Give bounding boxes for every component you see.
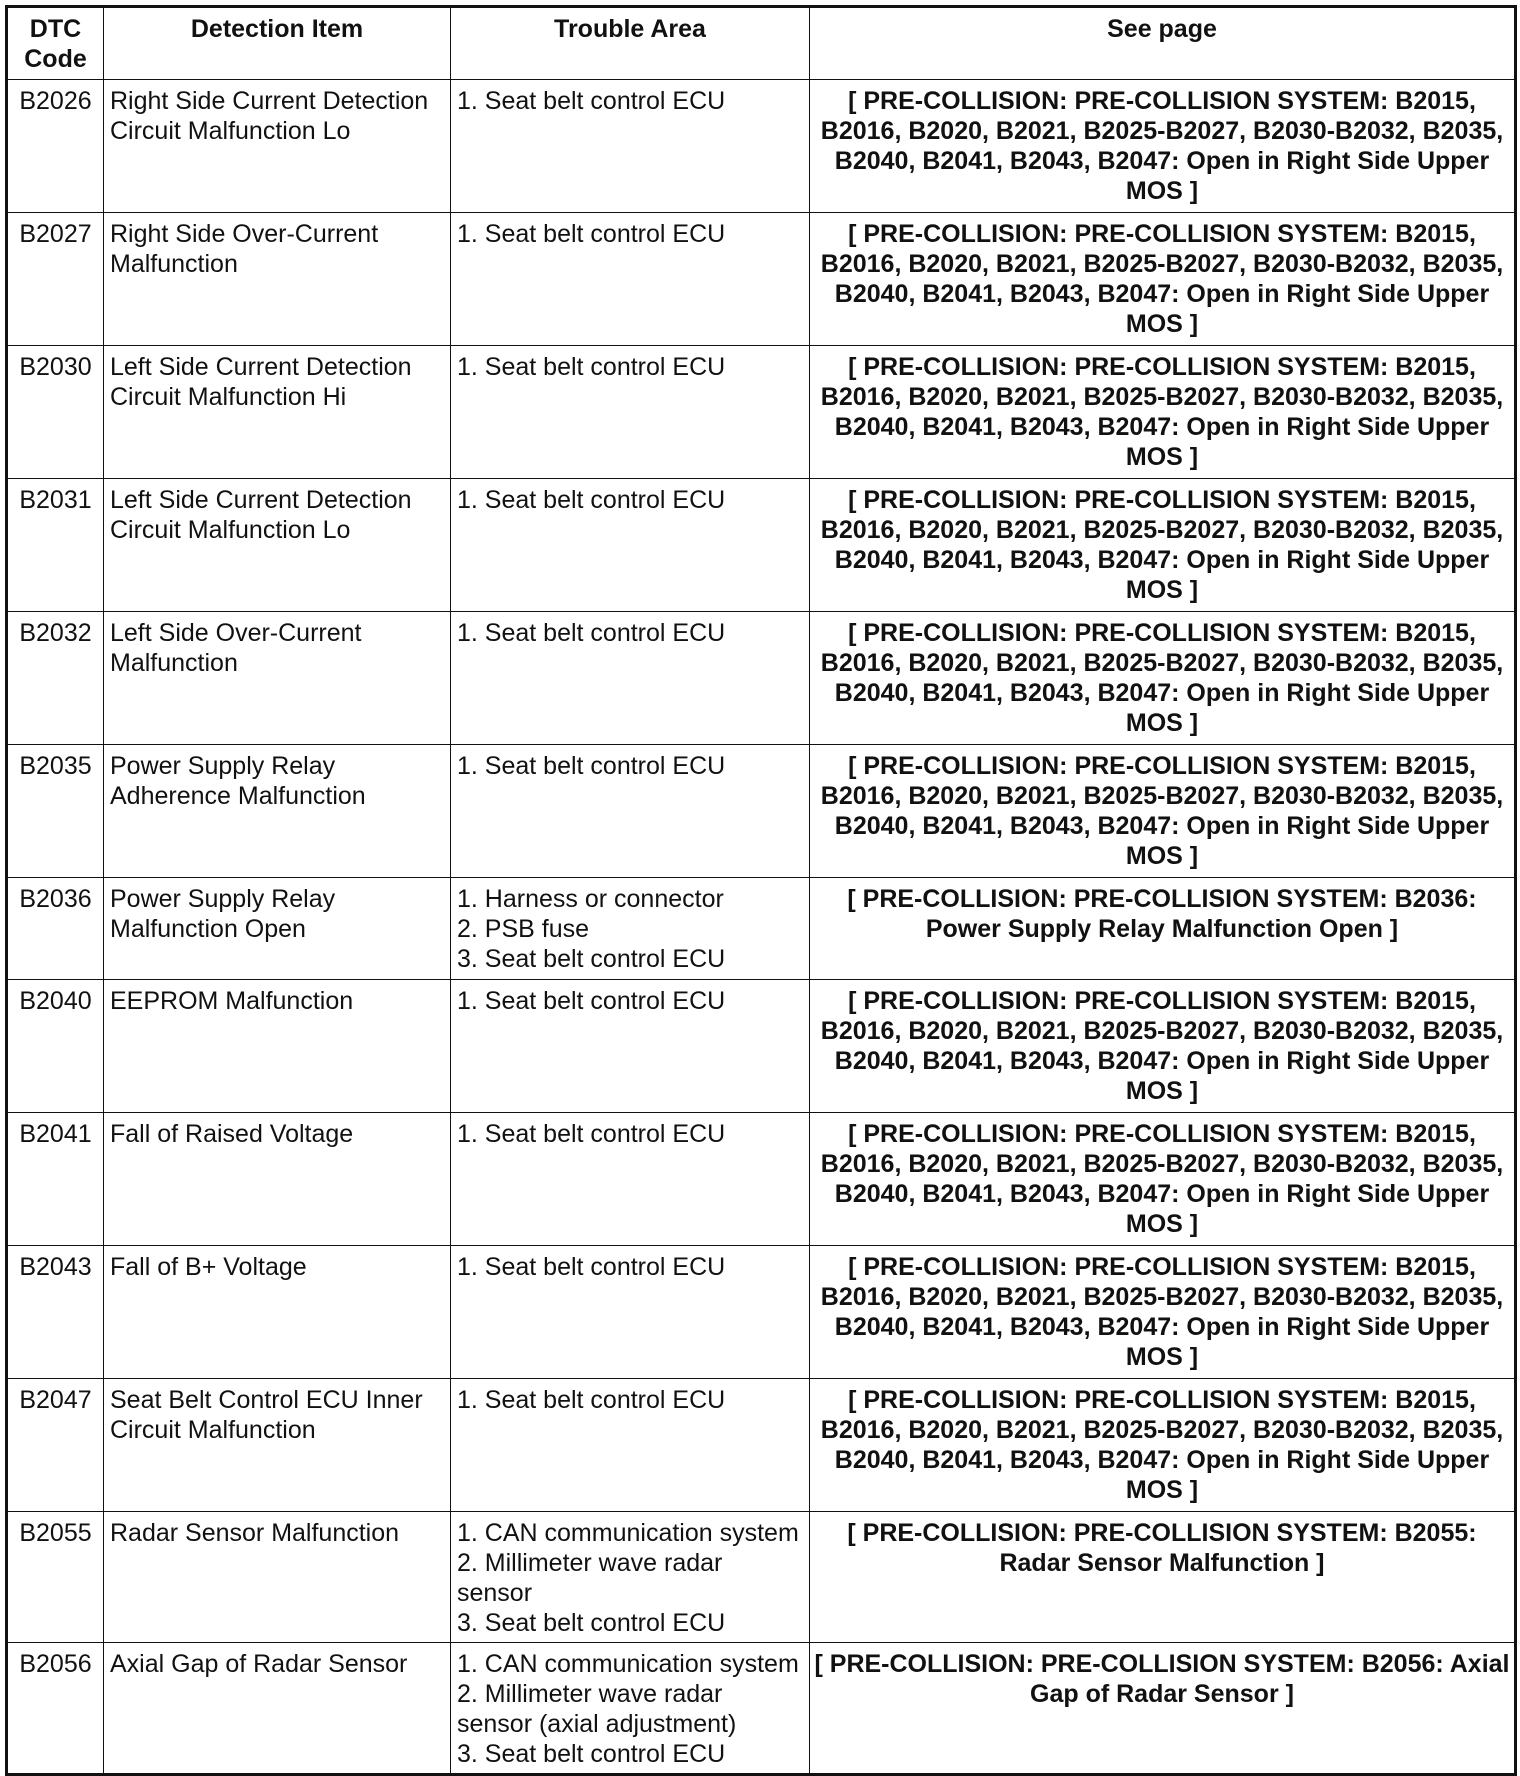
dtc-code-cell: B2056: [7, 1643, 104, 1775]
header-row: [7, 7, 1516, 80]
table-row: [7, 612, 1516, 745]
detection-item-cell: Left Side Current Detection Circuit Malfunction Hi: [104, 346, 451, 479]
dtc-code-cell: B2027: [7, 213, 104, 346]
detection-item-cell: Fall of B+ Voltage: [104, 1246, 451, 1379]
trouble-area-item: 1. CAN communication system: [457, 1650, 799, 1678]
detection-item-cell: Power Supply Relay Adherence Malfunction: [104, 745, 451, 878]
table-row: [7, 346, 1516, 479]
trouble-area-item: 2. Millimeter wave radar sensor: [457, 1549, 723, 1607]
header-detection-item: Detection Item: [104, 7, 451, 80]
trouble-area-item: 1. Seat belt control ECU: [457, 486, 726, 514]
see-page-link[interactable]: [ PRE-COLLISION: PRE-COLLISION SYSTEM: B2056: Axial Gap of Radar Sensor ]: [810, 1643, 1516, 1775]
trouble-area-item: 1. Seat belt control ECU: [457, 987, 726, 1015]
trouble-area-item: 1. Seat belt control ECU: [457, 87, 726, 115]
header-see-page: See page: [810, 7, 1516, 80]
trouble-area-item: 1. Seat belt control ECU: [457, 220, 726, 248]
trouble-area-cell: [451, 612, 810, 745]
trouble-area-cell: [451, 745, 810, 878]
trouble-area-cell: [451, 346, 810, 479]
dtc-code-cell: B2026: [7, 80, 104, 213]
table-row: [7, 1113, 1516, 1246]
dtc-code-cell: B2040: [7, 980, 104, 1113]
detection-item-cell: Left Side Current Detection Circuit Malfunction Lo: [104, 479, 451, 612]
see-page-link[interactable]: [ PRE-COLLISION: PRE-COLLISION SYSTEM: B2015, B2016, B2020, B2021, B2025-B2027, B2030-B2032, B2035, B2040, B2041, B2043, B2047: Open in Right Side Upper MOS ]: [810, 1113, 1516, 1246]
detection-item-cell: Fall of Raised Voltage: [104, 1113, 451, 1246]
trouble-area-cell: [451, 1246, 810, 1379]
table-row: [7, 80, 1516, 213]
trouble-area-cell: [451, 1379, 810, 1512]
trouble-area-cell: [451, 1643, 810, 1775]
detection-item-cell: Right Side Over-Current Malfunction: [104, 213, 451, 346]
trouble-area-item: 1. Seat belt control ECU: [457, 1120, 726, 1148]
trouble-area-cell: [451, 1113, 810, 1246]
trouble-area-cell: [451, 213, 810, 346]
see-page-link[interactable]: [ PRE-COLLISION: PRE-COLLISION SYSTEM: B2015, B2016, B2020, B2021, B2025-B2027, B2030-B2032, B2035, B2040, B2041, B2043, B2047: Open in Right Side Upper MOS ]: [810, 1379, 1516, 1512]
dtc-code-cell: B2035: [7, 745, 104, 878]
trouble-area-item: 3. Seat belt control ECU: [457, 945, 726, 973]
trouble-area-item: 1. Seat belt control ECU: [457, 353, 726, 381]
table-row: [7, 1379, 1516, 1512]
trouble-area-cell: [451, 980, 810, 1113]
header-dtc-code-line: DTC: [29, 15, 82, 43]
trouble-area-cell: [451, 1512, 810, 1643]
detection-item-cell: Power Supply Relay Malfunction Open: [104, 878, 451, 980]
see-page-link[interactable]: [ PRE-COLLISION: PRE-COLLISION SYSTEM: B2015, B2016, B2020, B2021, B2025-B2027, B2030-B2032, B2035, B2040, B2041, B2043, B2047: Open in Right Side Upper MOS ]: [810, 346, 1516, 479]
dtc-code-cell: B2047: [7, 1379, 104, 1512]
dtc-code-cell: B2043: [7, 1246, 104, 1379]
see-page-link[interactable]: [ PRE-COLLISION: PRE-COLLISION SYSTEM: B2015, B2016, B2020, B2021, B2025-B2027, B2030-B2032, B2035, B2040, B2041, B2043, B2047: Open in Right Side Upper MOS ]: [810, 980, 1516, 1113]
see-page-link[interactable]: [ PRE-COLLISION: PRE-COLLISION SYSTEM: B2036: Power Supply Relay Malfunction Open ]: [810, 878, 1516, 980]
table-row: [7, 878, 1516, 980]
detection-item-cell: Axial Gap of Radar Sensor: [104, 1643, 451, 1775]
dtc-code-cell: B2041: [7, 1113, 104, 1246]
trouble-area-item: 3. Seat belt control ECU: [457, 1609, 726, 1637]
see-page-link[interactable]: [ PRE-COLLISION: PRE-COLLISION SYSTEM: B2015, B2016, B2020, B2021, B2025-B2027, B2030-B2032, B2035, B2040, B2041, B2043, B2047: Open in Right Side Upper MOS ]: [810, 745, 1516, 878]
trouble-area-item: 2. Millimeter wave radar sensor (axial adjustment): [457, 1680, 737, 1738]
table-row: [7, 980, 1516, 1113]
header-dtc-code-line: Code: [24, 45, 87, 73]
see-page-link[interactable]: [ PRE-COLLISION: PRE-COLLISION SYSTEM: B2055: Radar Sensor Malfunction ]: [810, 1512, 1516, 1643]
table-body: [7, 80, 1516, 1775]
table-row: [7, 479, 1516, 612]
table-row: [7, 1512, 1516, 1643]
header-dtc-code: [7, 7, 104, 80]
trouble-area-item: 3. Seat belt control ECU: [457, 1740, 726, 1768]
trouble-area-item: 1. Seat belt control ECU: [457, 619, 726, 647]
dtc-code-cell: B2031: [7, 479, 104, 612]
detection-item-cell: Left Side Over-Current Malfunction: [104, 612, 451, 745]
dtc-table: [5, 5, 1517, 1776]
trouble-area-item: 2. PSB fuse: [457, 915, 590, 943]
trouble-area-cell: [451, 479, 810, 612]
trouble-area-item: 1. Seat belt control ECU: [457, 1386, 726, 1414]
dtc-code-cell: B2036: [7, 878, 104, 980]
dtc-code-cell: B2032: [7, 612, 104, 745]
see-page-link[interactable]: [ PRE-COLLISION: PRE-COLLISION SYSTEM: B2015, B2016, B2020, B2021, B2025-B2027, B2030-B2032, B2035, B2040, B2041, B2043, B2047: Open in Right Side Upper MOS ]: [810, 1246, 1516, 1379]
see-page-link[interactable]: [ PRE-COLLISION: PRE-COLLISION SYSTEM: B2015, B2016, B2020, B2021, B2025-B2027, B2030-B2032, B2035, B2040, B2041, B2043, B2047: Open in Right Side Upper MOS ]: [810, 80, 1516, 213]
trouble-area-item: 1. Seat belt control ECU: [457, 752, 726, 780]
see-page-link[interactable]: [ PRE-COLLISION: PRE-COLLISION SYSTEM: B2015, B2016, B2020, B2021, B2025-B2027, B2030-B2032, B2035, B2040, B2041, B2043, B2047: Open in Right Side Upper MOS ]: [810, 479, 1516, 612]
see-page-link[interactable]: [ PRE-COLLISION: PRE-COLLISION SYSTEM: B2015, B2016, B2020, B2021, B2025-B2027, B2030-B2032, B2035, B2040, B2041, B2043, B2047: Open in Right Side Upper MOS ]: [810, 213, 1516, 346]
see-page-link[interactable]: [ PRE-COLLISION: PRE-COLLISION SYSTEM: B2015, B2016, B2020, B2021, B2025-B2027, B2030-B2032, B2035, B2040, B2041, B2043, B2047: Open in Right Side Upper MOS ]: [810, 612, 1516, 745]
table-row: [7, 745, 1516, 878]
header-trouble-area: Trouble Area: [451, 7, 810, 80]
detection-item-cell: Right Side Current Detection Circuit Malfunction Lo: [104, 80, 451, 213]
table-row: [7, 1643, 1516, 1775]
trouble-area-item: 1. CAN communication system: [457, 1519, 799, 1547]
detection-item-cell: Seat Belt Control ECU Inner Circuit Malfunction: [104, 1379, 451, 1512]
trouble-area-cell: [451, 878, 810, 980]
table-row: [7, 213, 1516, 346]
trouble-area-item: 1. Seat belt control ECU: [457, 1253, 726, 1281]
detection-item-cell: Radar Sensor Malfunction: [104, 1512, 451, 1643]
dtc-code-cell: B2030: [7, 346, 104, 479]
trouble-area-item: 1. Harness or connector: [457, 885, 724, 913]
trouble-area-cell: [451, 80, 810, 213]
detection-item-cell: EEPROM Malfunction: [104, 980, 451, 1113]
table-row: [7, 1246, 1516, 1379]
dtc-code-cell: B2055: [7, 1512, 104, 1643]
